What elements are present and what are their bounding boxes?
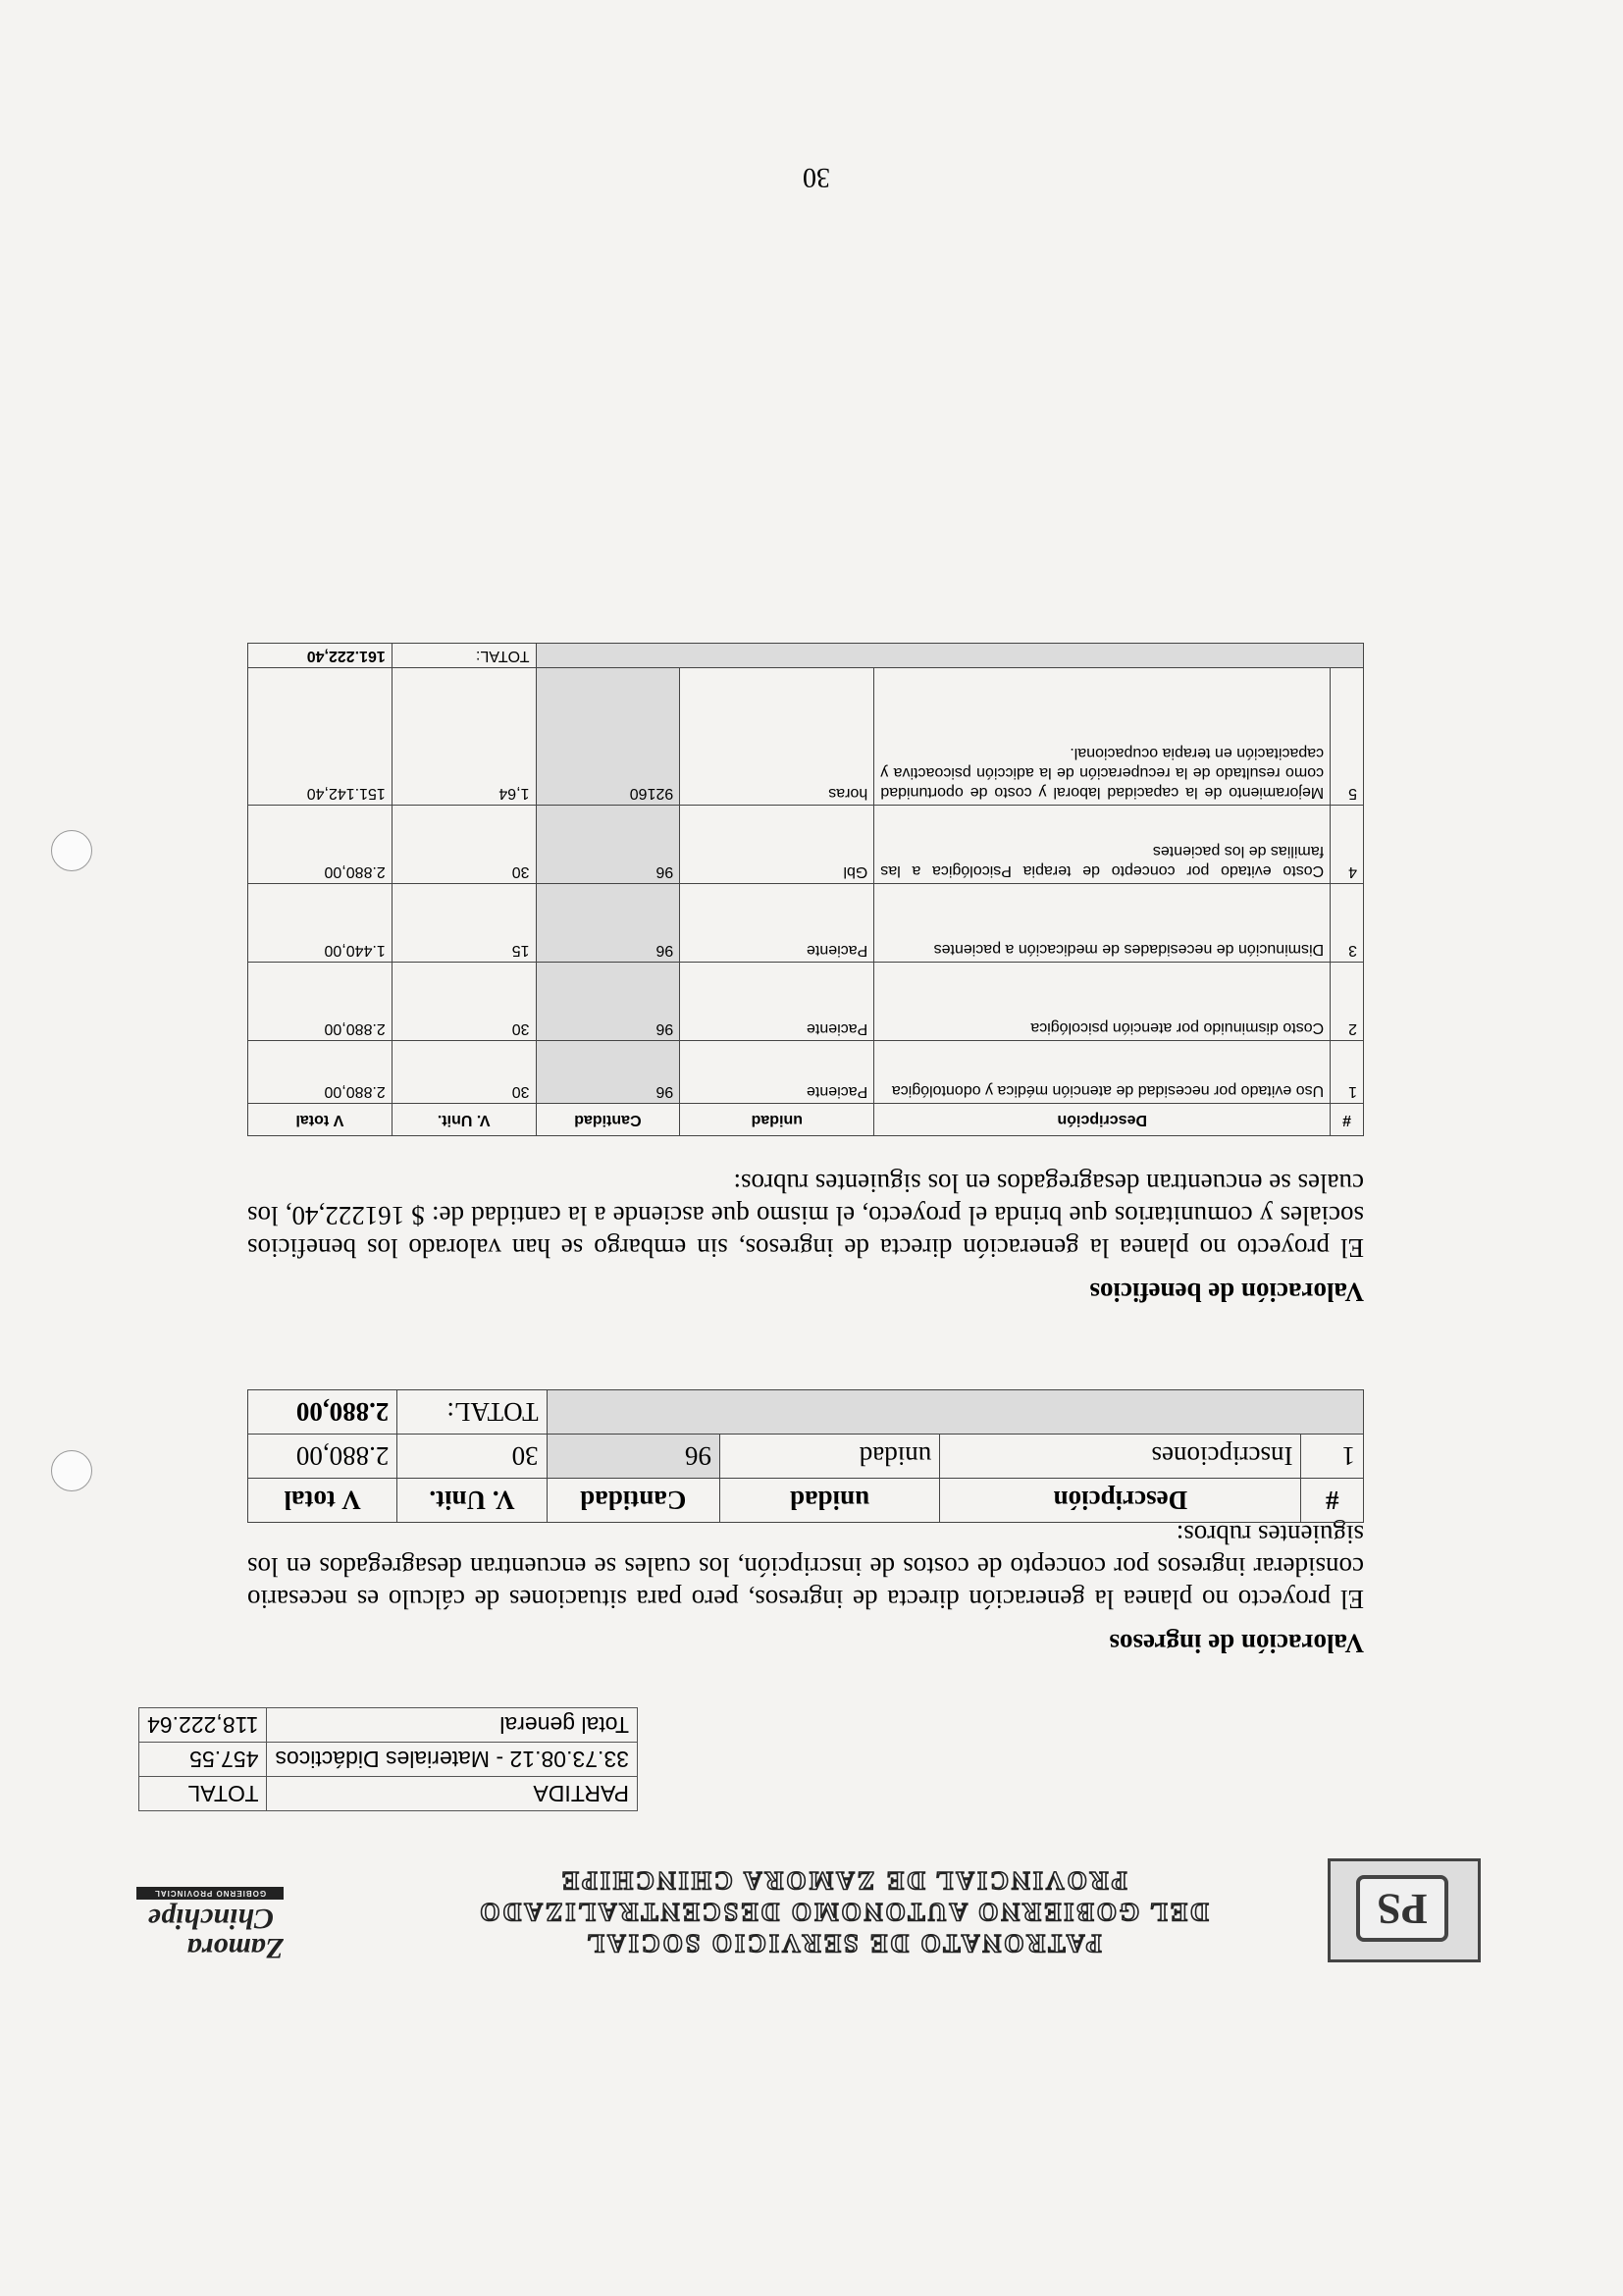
col-header-unidad: unidad: [719, 1479, 939, 1523]
letterhead: [127, 1845, 1481, 1962]
logo-word-zamora: Zamora: [186, 1932, 284, 1964]
col-header-number: #: [1301, 1479, 1364, 1523]
cell-cantidad: 96: [547, 1435, 719, 1479]
col-header-descripcion: Descripción: [874, 1104, 1331, 1136]
cell-number: 4: [1331, 806, 1364, 884]
table-header-row: [248, 1479, 1364, 1523]
cell-vunit: 30: [392, 963, 536, 1041]
cell-cantidad: 92160: [536, 668, 680, 806]
total-value: 161.222,40: [248, 644, 393, 668]
cell-descripcion: Mejoramiento de la capacidad laboral y costo de oportunidad como resultado de la recuperación de la adicción psicoactiva y capacitación en terapia ocupacional.: [874, 668, 1331, 806]
cell-unidad: Paciente: [680, 1041, 874, 1104]
cell-descripcion: Disminución de necesidades de medicación a pacientes: [874, 884, 1331, 963]
col-header-number: #: [1331, 1104, 1364, 1136]
cell-vtotal: 2.880,00: [248, 1435, 397, 1479]
cell-number: 3: [1331, 884, 1364, 963]
partida-table: [138, 1707, 638, 1811]
cell-vtotal: 2.880,00: [248, 1041, 393, 1104]
cell-cantidad: 96: [536, 1041, 680, 1104]
zamora-chinchipe-logo: [136, 1854, 284, 1962]
col-header-vtotal: V total: [248, 1479, 397, 1523]
page-number: 30: [803, 162, 830, 192]
cell-vunit: 1,64: [392, 668, 536, 806]
col-header-cantidad: Cantidad: [547, 1479, 719, 1523]
col-header-vunit: V. Unit.: [392, 1104, 536, 1136]
org-line-2: DEL GOBIERNO AUTONOMO DESCENTRALIZADO: [477, 1898, 1209, 1926]
cell-descripcion: Inscripciones: [940, 1435, 1301, 1479]
col-header-vtotal: V total: [248, 1104, 393, 1136]
cell-descripcion: Costo evitado por concepto de terapia Psicológica a las familias de los pacientes: [874, 806, 1331, 884]
col-header-cantidad: Cantidad: [536, 1104, 680, 1136]
cell-vunit: 30: [392, 1041, 536, 1104]
total-label: TOTAL:: [397, 1390, 547, 1435]
logo-word-chinchipe: Chinchipe: [147, 1903, 274, 1935]
table-row: [248, 963, 1364, 1041]
logo-band: GOBIERNO PROVINCIAL: [136, 1887, 284, 1900]
cell-vtotal: 2.880,00: [248, 806, 393, 884]
col-header-unidad: unidad: [680, 1104, 874, 1136]
org-line-1: PATRONATO DE SERVICIO SOCIAL: [584, 1929, 1102, 1957]
col-header-descripcion: Descripción: [940, 1479, 1301, 1523]
table-row: [139, 1743, 638, 1777]
table-row: [248, 806, 1364, 884]
total-value: 2.880,00: [248, 1390, 397, 1435]
cell-vunit: 30: [392, 806, 536, 884]
cell-number: 1: [1331, 1041, 1364, 1104]
cell-unidad: horas: [680, 668, 874, 806]
cell-vunit: 30: [397, 1435, 547, 1479]
total-spacer: [536, 644, 1363, 668]
cell-number: 2: [1331, 963, 1364, 1041]
table-row: [248, 1435, 1364, 1479]
cell-partida: 33.73.08.12 - Materiales Didácticos: [267, 1743, 638, 1777]
patronato-logo: PS: [1328, 1858, 1481, 1962]
table-total-row: [248, 1390, 1364, 1435]
cell-vtotal: 2.880,00: [248, 963, 393, 1041]
cell-number: 1: [1301, 1435, 1364, 1479]
cell-total: 118,222.64: [139, 1708, 267, 1743]
organization-name: [460, 1864, 1226, 1958]
paragraph-beneficios: El proyecto no planea la generación directa de ingresos, sin embargo se han valorado los beneficios sociales y comunitarios que brinda el proyecto, el mismo que asciende a la cantidad de: $ 161222,40, los cuales se encuentran desagregados en los siguientes rubros:: [247, 1169, 1364, 1263]
cell-partida: Total general: [267, 1708, 638, 1743]
beneficios-table: [247, 643, 1364, 1136]
punch-hole-top: [51, 1450, 92, 1491]
table-row: [139, 1777, 638, 1811]
cell-descripcion: Costo disminuido por atención psicológica: [874, 963, 1331, 1041]
cell-unidad: Paciente: [680, 884, 874, 963]
col-header-vunit: V. Unit.: [397, 1479, 547, 1523]
cell-descripcion: Uso evitado por necesidad de atención médica y odontológica: [874, 1041, 1331, 1104]
header-cell-partida: PARTIDA: [267, 1777, 638, 1811]
cell-unidad: Gbl: [680, 806, 874, 884]
table-row: [248, 668, 1364, 806]
cell-unidad: Paciente: [680, 963, 874, 1041]
cell-vunit: 15: [392, 884, 536, 963]
cell-cantidad: 96: [536, 884, 680, 963]
paragraph-ingresos: El proyecto no planea la generación directa de ingresos, pero para situaciones de cálculo es necesario considerar ingresos por concepto de costos de inscripción, los cuales se encuentran desagregados en los siguientes rubros:: [247, 1520, 1364, 1614]
heading-beneficios: Valoración de beneficios: [1089, 1278, 1364, 1307]
table-row: [248, 884, 1364, 963]
ingresos-table: [247, 1389, 1364, 1523]
cell-number: 5: [1331, 668, 1364, 806]
table-total-row: [248, 644, 1364, 668]
table-header-row: [248, 1104, 1364, 1136]
cell-unidad: unidad: [719, 1435, 939, 1479]
total-label: TOTAL:: [392, 644, 536, 668]
cell-vtotal: 151.142,40: [248, 668, 393, 806]
cell-cantidad: 96: [536, 806, 680, 884]
total-spacer: [547, 1390, 1363, 1435]
cell-vtotal: 1.440,00: [248, 884, 393, 963]
header-cell-total: TOTAL: [139, 1777, 267, 1811]
org-line-3: PROVINCIAL DE ZAMORA CHINCHIPE: [558, 1866, 1127, 1895]
table-row: [248, 1041, 1364, 1104]
cell-total: 457.55: [139, 1743, 267, 1777]
punch-hole-bottom: [51, 830, 92, 871]
heading-ingresos: Valoración de ingresos: [1109, 1629, 1364, 1658]
table-row: [139, 1708, 638, 1743]
cell-cantidad: 96: [536, 963, 680, 1041]
